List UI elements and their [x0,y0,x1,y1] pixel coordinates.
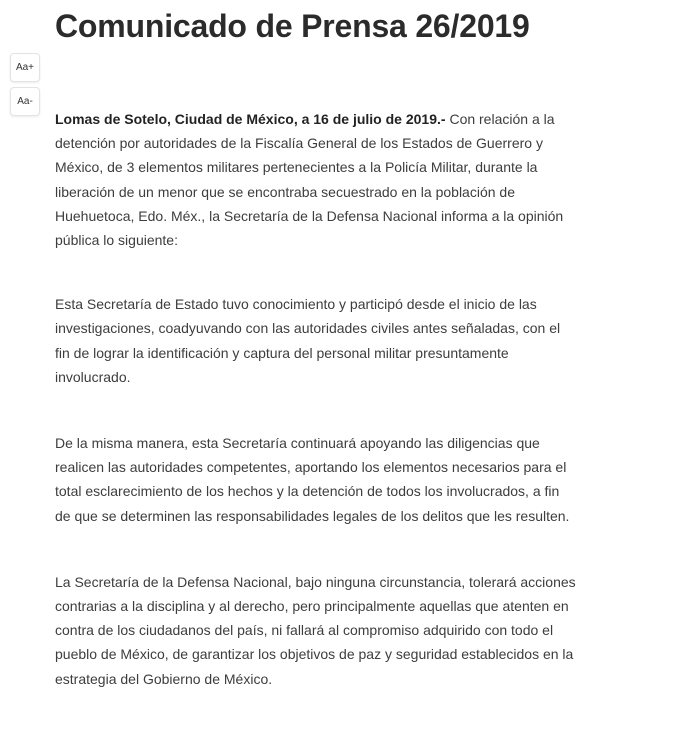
paragraph-1 [55,107,577,252]
dateline: Lomas de Sotelo, Ciudad de México, a 16 de julio de 2019.- [55,111,446,127]
decrease-font-size-button[interactable]: Aa- [10,87,40,116]
paragraph-4: La Secretaría de la Defensa Nacional, bajo ninguna circunstancia, tolerará acciones contrarias a la disciplina y al derecho, pero principalmente aquellas que atenten en contra de los ciudadanos del país, ni fallará al compromiso adquirido con todo el pueblo de México, de garantizar los objetivos de paz y seguridad establecidos en la estrategia del Gobierno de México. [55,573,576,687]
article-body [55,107,577,731]
increase-font-size-button[interactable]: Aa+ [10,53,40,82]
page-title: Comunicado de Prensa 26/2019 [55,8,530,44]
paragraph-2: Esta Secretaría de Estado tuvo conocimiento y participó desde el inicio de las investigaciones, coadyuvando con las autoridades civiles antes señaladas, con el fin de lograr la identificación y captura del personal militar presuntamente involucrado. [55,296,561,385]
paragraph-1-text: Con relación a la detención por autoridades de la Fiscalía General de los Estados de Guerrero y México, de 3 elementos militares pertenecientes a la Policía Militar, durante la liberación de un menor que se encontraba secuestrado en la población de Huehuetoca, Edo. Méx., la Secretaría de la Defensa Nacional informa a la opinión pública lo siguiente: [55,111,564,249]
paragraph-3: De la misma manera, esta Secretaría continuará apoyando las diligencias que realicen las autoridades competentes, aportando los elementos necesarios para el total esclarecimiento de los hechos y la detención de todos los involucrados, a fin de que se determinen las responsabilidades legales de los delitos que les resulten. [55,435,570,524]
font-size-controls [10,53,40,121]
